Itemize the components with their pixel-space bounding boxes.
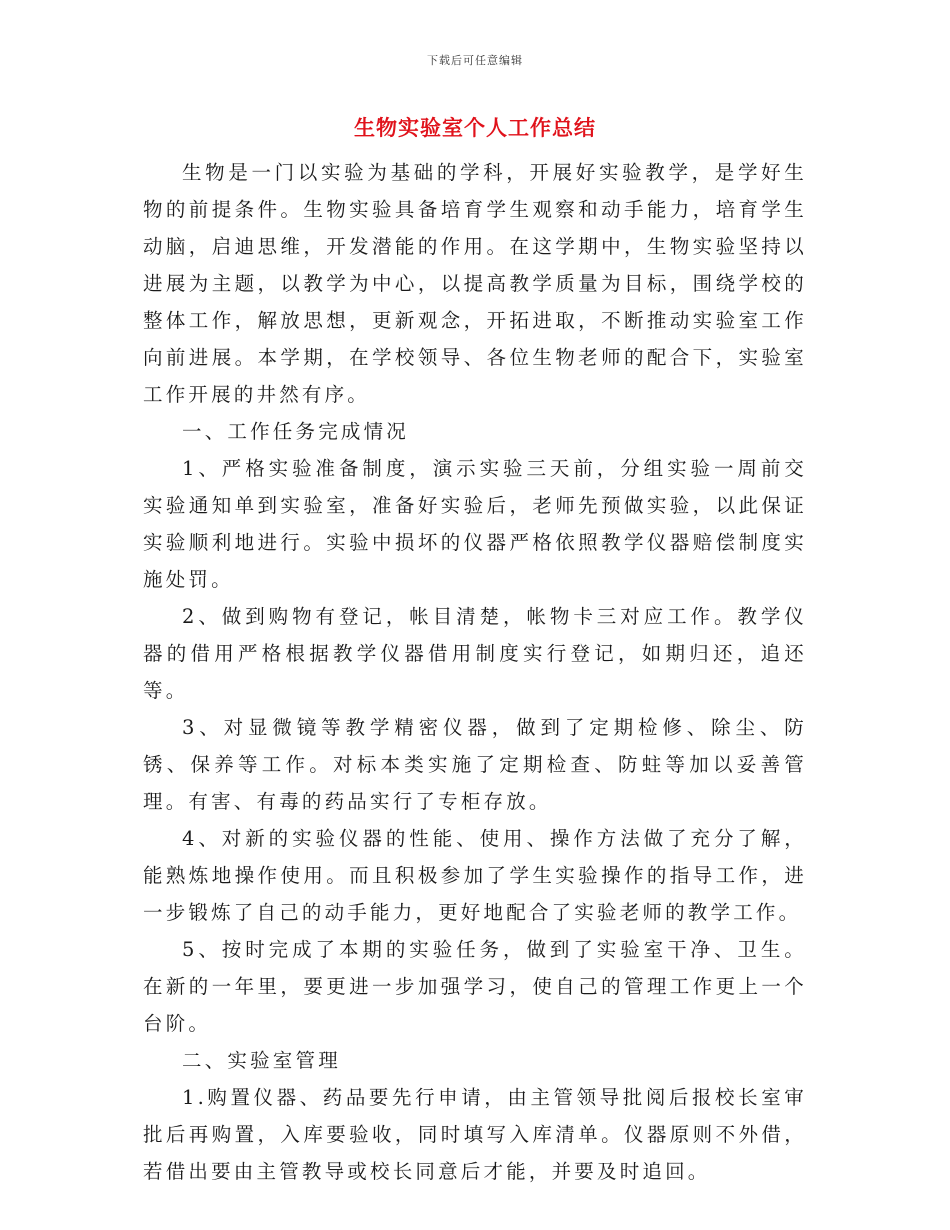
paragraph-item: 5、按时完成了本期的实验任务，做到了实验室干净、卫生。在新的一年里，要更进一步加强学习，使自己的管理工作更上一个台阶。 xyxy=(143,938,807,1035)
header-note: 下载后可任意编辑 xyxy=(427,54,523,67)
document-body xyxy=(143,154,807,1190)
paragraph-item: 1.购置仪器、药品要先行申请，由主管领导批阅后报校长室审批后再购置，入库要验收，同时填写入库清单。仪器原则不外借，若借出要由主管教导或校长同意后才能，并要及时追回。 xyxy=(143,1086,807,1183)
section-heading-2: 二、实验室管理 xyxy=(182,1049,341,1072)
paragraph-item: 4、对新的实验仪器的性能、使用、操作方法做了充分了解，能熟炼地操作使用。而且积极参加了学生实验操作的指导工作，进一步锻炼了自己的动手能力，更好地配合了实验老师的教学工作。 xyxy=(143,827,807,924)
paragraph-item: 1、严格实验准备制度，演示实验三天前，分组实验一周前交实验通知单到实验室，准备好实验后，老师先预做实验，以此保证实验顺利地进行。实验中损坏的仪器严格依照教学仪器赔偿制度实施处罚。 xyxy=(143,457,807,591)
paragraph-intro: 生物是一门以实验为基础的学科，开展好实验教学，是学好生物的前提条件。生物实验具备培育学生观察和动手能力，培育学生动脑，启迪思维，开发潜能的作用。在这学期中，生物实验坚持以进展为主题，以教学为中心，以提高教学质量为目标，围绕学校的整体工作，解放思想，更新观念，开拓进取，不断推动实验室工作向前进展。本学期，在学校领导、各位生物老师的配合下，实验室工作开展的井然有序。 xyxy=(143,161,807,406)
paragraph-item: 2、做到购物有登记，帐目清楚，帐物卡三对应工作。教学仪器的借用严格根据教学仪器借用制度实行登记，如期归还，追还等。 xyxy=(143,605,807,702)
paragraph-item: 3、对显微镜等教学精密仪器，做到了定期检修、除尘、防锈、保养等工作。对标本类实施了定期检查、防蛀等加以妥善管理。有害、有毒的药品实行了专柜存放。 xyxy=(143,716,807,813)
section-heading-1: 一、工作任务完成情况 xyxy=(182,420,410,443)
document-title: 生物实验室个人工作总结 xyxy=(354,115,596,140)
